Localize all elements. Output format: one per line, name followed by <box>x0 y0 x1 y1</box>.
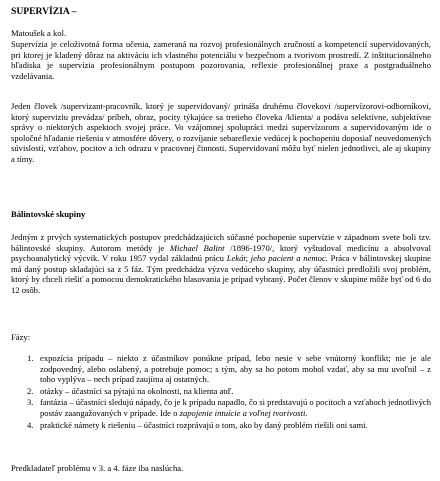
balint-text-mid: /1896-1970/, ktorý vyštudoval medicínu a absolvoval psychoanalytický výcvik. V roku 1957 vydal základnú prácu <box>11 242 431 264</box>
page-title: SUPERVÍZIA – <box>11 6 77 17</box>
intro-paragraph: Supervízia je celoživotná forma učenia, zameraná na rozvoj profesionálnych zručností a kompetencií supervidovaných, pri ktorej je kladený dôraz na aktiváciu ich vlastného potenciálu v bezpečnom a tvorivom prostredí. Z inštitucionálneho hľadiska je supervízia profesionálnym postupom pozorovania, reflexie profesionálnej praxe a postgraduálneho vzdelávania. <box>11 39 431 81</box>
phases-label: Fázy: <box>11 332 31 342</box>
list-item <box>11 353 431 385</box>
list-item <box>11 397 431 418</box>
phase-number: 1. <box>27 353 34 363</box>
phases-list <box>11 353 431 431</box>
balint-author-name: Michael Balint <box>169 242 225 253</box>
balint-book-title: Lekár, jeho pacient a nemoc. <box>226 253 328 264</box>
phase-number: 4. <box>27 419 34 430</box>
balint-heading: Bálintovské skupiny <box>11 209 86 219</box>
phase-text <box>40 397 431 418</box>
phase-text: expozícia prípadu – niekto z účastníkov ponúkne prípad, lebo nesie v sebe vnútorný konflikt; nie je ale zodpovedný, alebo oslabený, a potrebuje pomoc; s tým, aby sa ho potom mohol vzdať, aby sa mu uvoľnil – z toho vyplýva – nech prípad zaujíma aj ostatných. <box>40 353 431 385</box>
phase-number: 2. <box>27 385 34 396</box>
phase-number: 3. <box>27 397 34 408</box>
phase-text-emphasis: zapojenie intuície a voľnej tvorivosti. <box>179 407 308 418</box>
balint-text-start: Jedným z prvých systematických postupov predchádzajúcich súčasné pochopenie supervízie v západnom svete boli tzv. bálintovské skupiny. Autorom metódy je <box>11 232 431 253</box>
balint-paragraph <box>11 232 431 296</box>
author-line: Matoušek a kol. <box>11 28 67 38</box>
phase-text: otázky – účastníci sa pýtajú na okolnosti, na klienta atď. <box>40 385 234 396</box>
list-item <box>11 420 431 431</box>
phase-text: praktické námety k riešeniu – účastníci rozprávajú o tom, ako by daný problém riešili oni sami. <box>40 419 368 430</box>
balint-text-end: Práca v bálintovskej skupine má daný postup skladajúci sa z 5 fáz. Tým predchádza výzva vedúceho skupiny, aby účastníci predložili svoj problém, ktorý by chceli riešiť a pomocou demokratického hlasovania je prípad vybraný. Počet členov v skupine môže byť od 6 do 12 osôb. <box>11 253 431 295</box>
phase-text-start: fantázia – účastníci sledujú nápady, čo je k prípadu napadlo, čo si predstavujú o pocitoch a vzťahoch jednotlivých postáv zaangažovaných v prípade. Ide o <box>40 397 431 418</box>
list-item <box>11 386 431 397</box>
closing-note: Predkladateľ problému v 3. a 4. fáze iba naslúcha. <box>11 463 184 473</box>
supervision-paragraph: Jeden človek /supervizant-pracovník, ktorý je supervidovaný/ prináša druhému človekovi /supervízorovi-odborníkovi, ktorý superviziu prevádza/ príbeh, obraz, pocity týkajúce sa tretieho človeka /klienta/ a podáva selektívne, subjektívne správy o niektorých aspektoch svojej práce. Vo vzájomnej spolupráci medzi supervízorom a supervidovaným ide o spoločné hľadanie riešenia v atmosfére dôvery, o rozvíjanie sebareflexie vedúcej k pochopeniu doposiaľ neuvedomených súvislostí, vzťahov, pocitov a ich odrazu v pracovnej činnosti. Supervidovaní môžu byť nielen jednotlivci, ale aj skupiny a tímy. <box>11 101 431 164</box>
